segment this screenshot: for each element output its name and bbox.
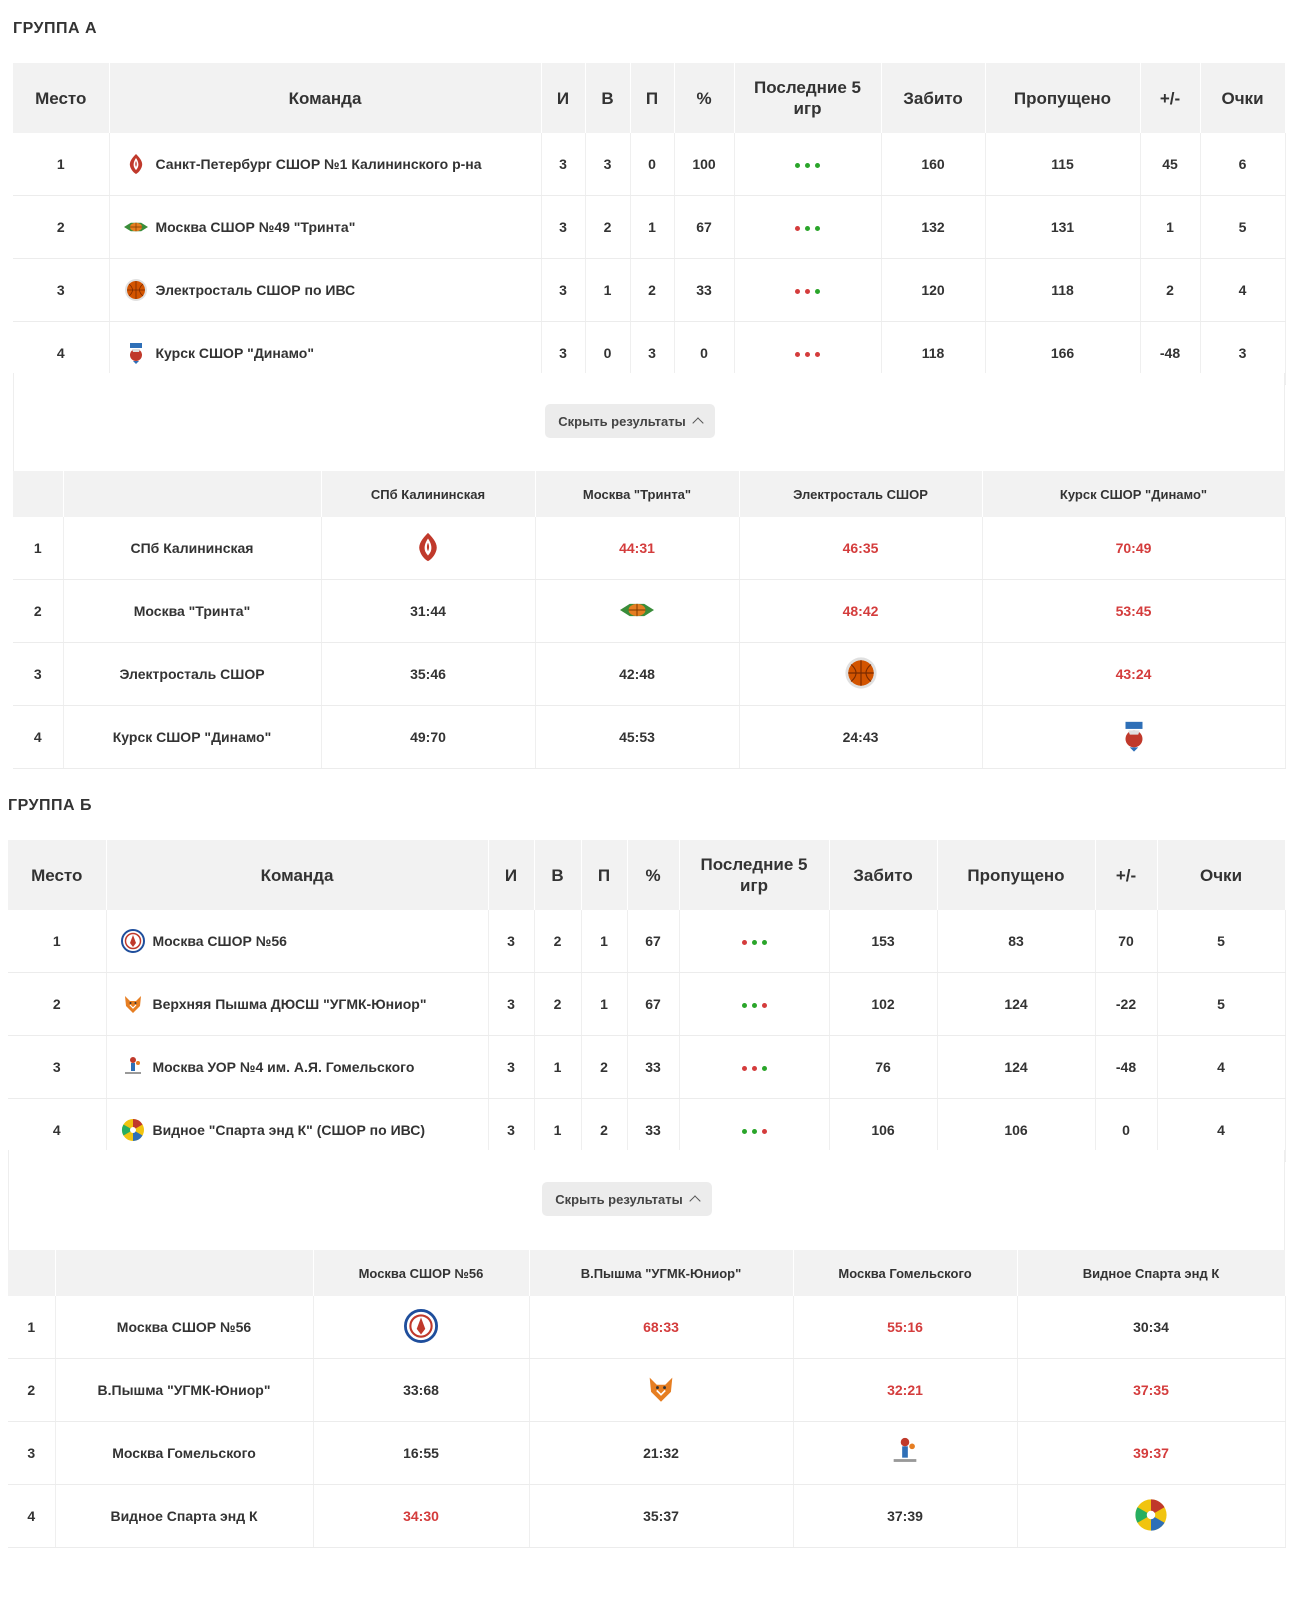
losses-cell: 1 (630, 196, 674, 259)
win-dot-icon (752, 1129, 757, 1134)
points-cell: 3 (1200, 322, 1285, 385)
loss-dot-icon (805, 352, 810, 357)
matrix-row-num: 2 (8, 1359, 55, 1422)
score-cell[interactable]: 39:37 (1017, 1422, 1285, 1485)
loss-dot-icon (795, 352, 800, 357)
score-cell[interactable]: 31:44 (321, 580, 535, 643)
points-cell: 5 (1157, 910, 1285, 973)
kursk-dinamo-icon (124, 341, 148, 365)
diff-cell: -48 (1095, 1036, 1157, 1099)
matrix-diagonal-cell (739, 643, 982, 706)
gomelsky-player-icon (121, 1055, 145, 1079)
header-last5-label: Последние 5 игр (700, 855, 808, 895)
header-points[interactable]: Очки (1200, 63, 1285, 133)
matrix-row-name: В.Пышма "УГМК-Юниор" (55, 1359, 313, 1422)
losses-cell: 0 (630, 133, 674, 196)
games-cell: 3 (541, 322, 585, 385)
trinta-ball-icon (620, 593, 654, 627)
diff-cell: 70 (1095, 910, 1157, 973)
pct-cell: 0 (674, 322, 734, 385)
pct-cell: 67 (627, 973, 679, 1036)
header-last5-label: Последние 5 игр (753, 78, 861, 118)
matrix-header-name (63, 471, 321, 517)
score-cell[interactable]: 33:68 (313, 1359, 529, 1422)
games-cell: 3 (541, 196, 585, 259)
diff-cell: -22 (1095, 973, 1157, 1036)
results-matrix (8, 1250, 1286, 1548)
place-cell: 3 (8, 1036, 106, 1099)
loss-dot-icon (805, 289, 810, 294)
score-cell[interactable]: 45:53 (535, 706, 739, 769)
games-cell: 3 (541, 133, 585, 196)
matrix-header-row (13, 471, 1285, 517)
score-cell[interactable]: 42:48 (535, 643, 739, 706)
score-cell[interactable]: 37:39 (793, 1485, 1017, 1548)
matrix-diagonal-cell (529, 1359, 793, 1422)
team-name[interactable]: Курск СШОР "Динамо" (155, 345, 314, 361)
win-dot-icon (742, 1129, 747, 1134)
results-panel (8, 1150, 1285, 1250)
conceded-cell: 131 (985, 196, 1140, 259)
score-cell[interactable]: 32:21 (793, 1359, 1017, 1422)
diff-cell: 45 (1140, 133, 1200, 196)
matrix-row (13, 517, 1285, 580)
matrix-row-name: Курск СШОР "Динамо" (63, 706, 321, 769)
matrix-row-num: 3 (13, 643, 63, 706)
chevron-up-icon (689, 1195, 700, 1206)
loss-dot-icon (762, 1129, 767, 1134)
scored-cell: 153 (829, 910, 937, 973)
games-cell: 3 (488, 1036, 534, 1099)
header-conceded[interactable]: Пропущено (937, 840, 1095, 910)
kursk-dinamo-icon (1117, 719, 1151, 753)
win-dot-icon (815, 226, 820, 231)
scored-cell: 160 (881, 133, 985, 196)
spb-flame-icon (411, 530, 445, 564)
loss-dot-icon (795, 289, 800, 294)
matrix-header-num (13, 471, 63, 517)
scored-cell: 120 (881, 259, 985, 322)
matrix-col-header: Электросталь СШОР (739, 471, 982, 517)
win-dot-icon (752, 1003, 757, 1008)
ugmk-fox-icon (121, 992, 145, 1016)
table-header-row (8, 840, 1285, 910)
points-cell: 6 (1200, 133, 1285, 196)
place-cell: 2 (8, 973, 106, 1036)
win-dot-icon (762, 940, 767, 945)
losses-cell: 1 (581, 973, 627, 1036)
win-dot-icon (815, 289, 820, 294)
win-dot-icon (742, 1003, 747, 1008)
team-name[interactable]: Москва УОР №4 им. А.Я. Гомельского (152, 1059, 415, 1075)
place-cell: 1 (13, 133, 109, 196)
conceded-cell: 83 (937, 910, 1095, 973)
matrix-col-header: Видное Спарта энд К (1017, 1250, 1285, 1296)
trinta-ball-icon (124, 215, 148, 239)
last5-cell (679, 1036, 829, 1099)
wins-cell: 0 (585, 322, 630, 385)
sparta-wheel-icon (1134, 1498, 1168, 1532)
scored-cell: 106 (829, 1099, 937, 1162)
matrix-col-header: Курск СШОР "Динамо" (982, 471, 1285, 517)
matrix-header-name (55, 1250, 313, 1296)
win-dot-icon (795, 163, 800, 168)
gomelsky-player-icon (888, 1435, 922, 1469)
score-cell[interactable]: 70:49 (982, 517, 1285, 580)
matrix-row-num: 4 (13, 706, 63, 769)
matrix-row (13, 706, 1285, 769)
pct-cell: 33 (627, 1036, 679, 1099)
matrix-row-name: Москва Гомельского (55, 1422, 313, 1485)
team-cell[interactable] (106, 910, 488, 973)
points-cell: 5 (1157, 973, 1285, 1036)
group-title: ГРУППА Б (8, 797, 92, 814)
wins-cell: 1 (534, 1099, 581, 1162)
losses-cell: 3 (630, 322, 674, 385)
matrix-row (8, 1485, 1285, 1548)
header-team[interactable]: Команда (109, 63, 541, 133)
matrix-row-num: 1 (8, 1296, 55, 1359)
score-cell[interactable]: 49:70 (321, 706, 535, 769)
table-row[interactable] (8, 910, 1285, 973)
win-dot-icon (762, 1066, 767, 1071)
conceded-cell: 124 (937, 1036, 1095, 1099)
losses-cell: 1 (581, 910, 627, 973)
header-last5[interactable] (679, 840, 829, 910)
hide-results-label: Скрыть результаты (558, 413, 686, 429)
scored-cell: 118 (881, 322, 985, 385)
header-wins[interactable]: В (534, 840, 581, 910)
matrix-row-name: Видное Спарта энд К (55, 1485, 313, 1548)
team-name[interactable]: Верхняя Пышма ДЮСШ "УГМК-Юниор" (152, 996, 427, 1012)
conceded-cell: 115 (985, 133, 1140, 196)
elektrostal-ball-icon (844, 656, 878, 690)
table-row[interactable] (13, 259, 1285, 322)
matrix-col-header: Москва СШОР №56 (313, 1250, 529, 1296)
spb-flame-icon (124, 152, 148, 176)
games-cell: 3 (488, 1099, 534, 1162)
conceded-cell: 166 (985, 322, 1140, 385)
diff-cell: 2 (1140, 259, 1200, 322)
header-pct[interactable]: % (627, 840, 679, 910)
moscow56-emblem-icon (404, 1309, 438, 1343)
losses-cell: 2 (630, 259, 674, 322)
matrix-row (13, 643, 1285, 706)
table-row[interactable] (8, 973, 1285, 1036)
header-wins[interactable]: В (585, 63, 630, 133)
ugmk-fox-icon (644, 1372, 678, 1406)
team-cell[interactable] (109, 259, 541, 322)
pct-cell: 67 (627, 910, 679, 973)
games-cell: 3 (488, 973, 534, 1036)
wins-cell: 2 (534, 910, 581, 973)
matrix-header-num (8, 1250, 55, 1296)
team-name[interactable]: Москва СШОР №56 (152, 933, 287, 949)
team-cell[interactable] (106, 973, 488, 1036)
wins-cell: 2 (534, 973, 581, 1036)
place-cell: 4 (8, 1099, 106, 1162)
conceded-cell: 106 (937, 1099, 1095, 1162)
place-cell: 2 (13, 196, 109, 259)
score-cell[interactable]: 68:33 (529, 1296, 793, 1359)
games-cell: 3 (541, 259, 585, 322)
points-cell: 5 (1200, 196, 1285, 259)
losses-cell: 2 (581, 1099, 627, 1162)
games-cell: 3 (488, 910, 534, 973)
matrix-row-name: СПб Калининская (63, 517, 321, 580)
team-cell[interactable] (106, 1036, 488, 1099)
header-games[interactable]: И (488, 840, 534, 910)
score-cell[interactable]: 48:42 (739, 580, 982, 643)
conceded-cell: 118 (985, 259, 1140, 322)
points-cell: 4 (1200, 259, 1285, 322)
wins-cell: 3 (585, 133, 630, 196)
standings-table (13, 63, 1286, 385)
matrix-row-num: 1 (13, 517, 63, 580)
score-cell[interactable]: 24:43 (739, 706, 982, 769)
matrix-header-row (8, 1250, 1285, 1296)
scored-cell: 76 (829, 1036, 937, 1099)
score-cell[interactable]: 21:32 (529, 1422, 793, 1485)
team-name[interactable]: Санкт-Петербург СШОР №1 Калининского р-на (155, 156, 482, 172)
table-row[interactable] (8, 1036, 1285, 1099)
score-cell[interactable]: 55:16 (793, 1296, 1017, 1359)
header-conceded[interactable]: Пропущено (985, 63, 1140, 133)
hide-results-button[interactable] (545, 404, 715, 438)
matrix-diagonal-cell (1017, 1485, 1285, 1548)
header-last5[interactable] (734, 63, 881, 133)
results-matrix (13, 471, 1286, 769)
matrix-row-name: Москва СШОР №56 (55, 1296, 313, 1359)
team-name[interactable]: Видное "Спарта энд К" (СШОР по ИВС) (152, 1122, 425, 1138)
header-place[interactable]: Место (13, 63, 109, 133)
matrix-diagonal-cell (321, 517, 535, 580)
header-place[interactable]: Место (8, 840, 106, 910)
win-dot-icon (805, 226, 810, 231)
table-row[interactable] (13, 196, 1285, 259)
header-games[interactable]: И (541, 63, 585, 133)
last5-cell (679, 973, 829, 1036)
header-points[interactable]: Очки (1157, 840, 1285, 910)
results-panel (13, 373, 1285, 471)
score-cell[interactable]: 34:30 (313, 1485, 529, 1548)
last5-cell (734, 259, 881, 322)
score-cell[interactable]: 37:35 (1017, 1359, 1285, 1422)
team-name[interactable]: Москва СШОР №49 "Тринта" (155, 219, 356, 235)
win-dot-icon (752, 940, 757, 945)
header-pct[interactable]: % (674, 63, 734, 133)
table-row[interactable] (13, 133, 1285, 196)
matrix-diagonal-cell (313, 1296, 529, 1359)
matrix-row (8, 1422, 1285, 1485)
loss-dot-icon (762, 1003, 767, 1008)
header-diff[interactable]: +/- (1095, 840, 1157, 910)
loss-dot-icon (742, 940, 747, 945)
wins-cell: 1 (534, 1036, 581, 1099)
matrix-col-header: СПб Калининская (321, 471, 535, 517)
wins-cell: 1 (585, 259, 630, 322)
loss-dot-icon (742, 1066, 747, 1071)
table-header-row (13, 63, 1285, 133)
place-cell: 4 (13, 322, 109, 385)
matrix-row-name: Электросталь СШОР (63, 643, 321, 706)
hide-results-button[interactable] (542, 1182, 712, 1216)
team-name[interactable]: Электросталь СШОР по ИВС (155, 282, 356, 298)
points-cell: 4 (1157, 1036, 1285, 1099)
header-losses[interactable]: П (630, 63, 674, 133)
header-scored[interactable]: Забито (829, 840, 937, 910)
scored-cell: 132 (881, 196, 985, 259)
matrix-diagonal-cell (535, 580, 739, 643)
sparta-wheel-icon (121, 1118, 145, 1142)
score-cell[interactable]: 43:24 (982, 643, 1285, 706)
pct-cell: 67 (674, 196, 734, 259)
group-title: ГРУППА А (13, 20, 98, 37)
loss-dot-icon (815, 352, 820, 357)
matrix-row (13, 580, 1285, 643)
header-diff[interactable]: +/- (1140, 63, 1200, 133)
matrix-row-num: 3 (8, 1422, 55, 1485)
win-dot-icon (805, 163, 810, 168)
matrix-row-name: Москва "Тринта" (63, 580, 321, 643)
standings-table (8, 840, 1286, 1162)
matrix-row (8, 1359, 1285, 1422)
moscow56-emblem-icon (121, 929, 145, 953)
last5-cell (679, 910, 829, 973)
last5-cell (734, 196, 881, 259)
matrix-col-header: Москва "Тринта" (535, 471, 739, 517)
loss-dot-icon (752, 1066, 757, 1071)
chevron-up-icon (692, 417, 703, 428)
place-cell: 3 (13, 259, 109, 322)
score-cell[interactable]: 53:45 (982, 580, 1285, 643)
pct-cell: 33 (674, 259, 734, 322)
pct-cell: 100 (674, 133, 734, 196)
matrix-diagonal-cell (793, 1422, 1017, 1485)
place-cell: 1 (8, 910, 106, 973)
matrix-col-header: Москва Гомельского (793, 1250, 1017, 1296)
diff-cell: -48 (1140, 322, 1200, 385)
score-cell[interactable]: 35:46 (321, 643, 535, 706)
points-cell: 4 (1157, 1099, 1285, 1162)
team-cell[interactable] (109, 133, 541, 196)
matrix-col-header: В.Пышма "УГМК-Юниор" (529, 1250, 793, 1296)
last5-cell (734, 133, 881, 196)
header-scored[interactable]: Забито (881, 63, 985, 133)
wins-cell: 2 (585, 196, 630, 259)
score-cell[interactable]: 16:55 (313, 1422, 529, 1485)
matrix-row-num: 4 (8, 1485, 55, 1548)
hide-results-label: Скрыть результаты (555, 1191, 683, 1207)
header-losses[interactable]: П (581, 840, 627, 910)
diff-cell: 1 (1140, 196, 1200, 259)
loss-dot-icon (795, 226, 800, 231)
matrix-diagonal-cell (982, 706, 1285, 769)
header-team[interactable]: Команда (106, 840, 488, 910)
matrix-row (8, 1296, 1285, 1359)
matrix-row-num: 2 (13, 580, 63, 643)
pct-cell: 33 (627, 1099, 679, 1162)
conceded-cell: 124 (937, 973, 1095, 1036)
scored-cell: 102 (829, 973, 937, 1036)
win-dot-icon (815, 163, 820, 168)
score-cell[interactable]: 44:31 (535, 517, 739, 580)
diff-cell: 0 (1095, 1099, 1157, 1162)
score-cell[interactable]: 30:34 (1017, 1296, 1285, 1359)
losses-cell: 2 (581, 1036, 627, 1099)
score-cell[interactable]: 46:35 (739, 517, 982, 580)
team-cell[interactable] (109, 196, 541, 259)
elektrostal-ball-icon (124, 278, 148, 302)
score-cell[interactable]: 35:37 (529, 1485, 793, 1548)
